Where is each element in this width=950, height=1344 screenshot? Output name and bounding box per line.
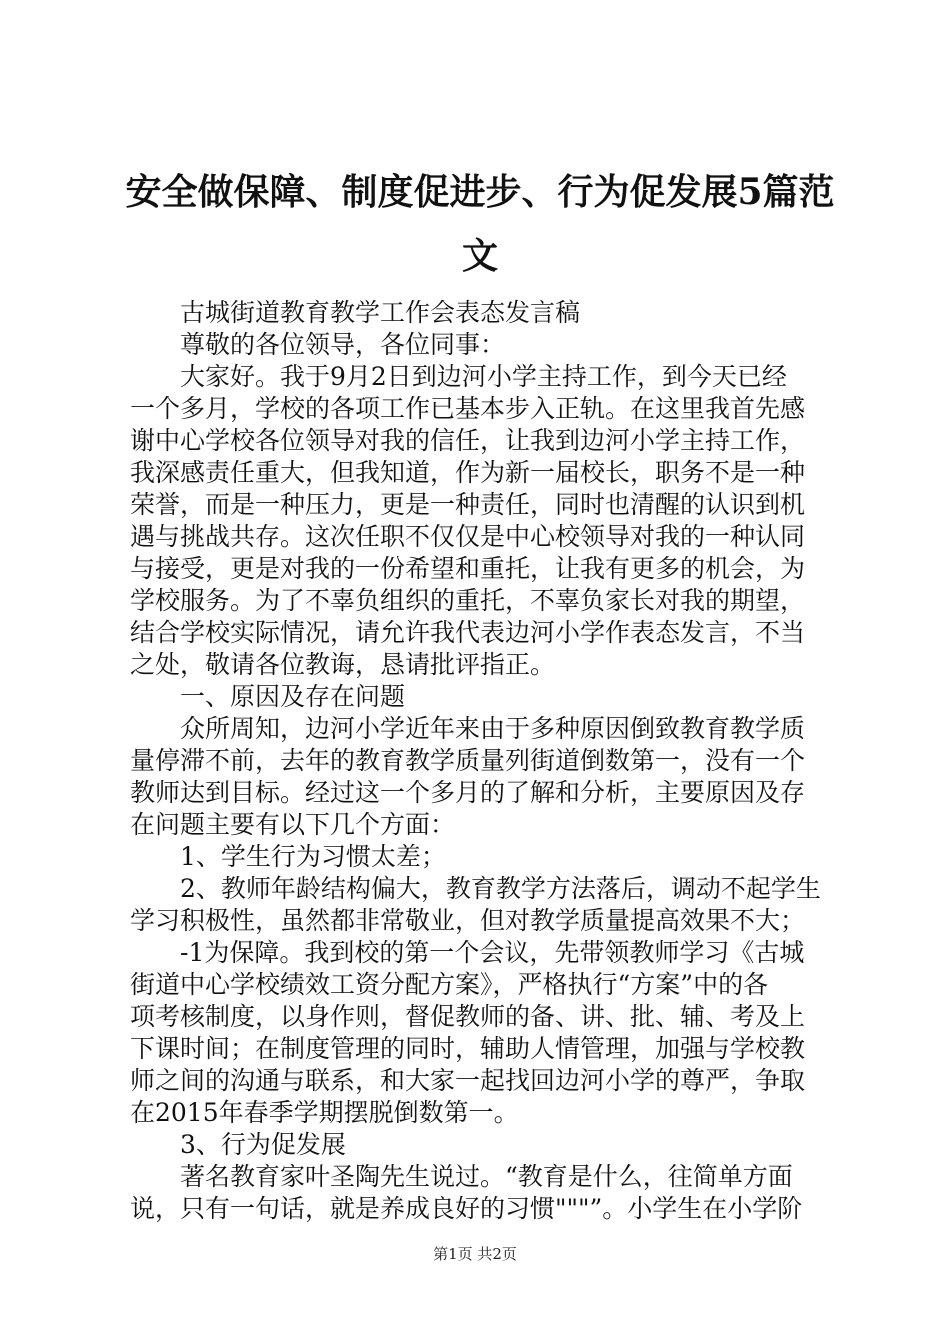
body-line: 在2015年春季学期摆脱倒数第一。 <box>130 1098 519 1127</box>
body-line: 荣誉，而是一种压力，更是一种责任，同时也清醒的认识到机 <box>130 490 806 519</box>
body-line: 与接受，更是对我的一份希望和重托，让我有更多的机会，为 <box>130 554 806 583</box>
body-line: 下课时间；在制度管理的同时，辅助人情管理，加强与学校教 <box>130 1034 806 1063</box>
body-line: 结合学校实际情况，请允许我代表边河小学作表态发言，不当 <box>130 618 806 647</box>
document-title <box>120 160 840 288</box>
body-line: 学习积极性，虽然都非常敬业，但对教学质量提高效果不大； <box>130 906 806 935</box>
list-item: 1、学生行为习惯太差； <box>180 842 446 871</box>
body-line: 一个多月，学校的各项工作已基本步入正轨。在这里我首先感 <box>130 394 806 423</box>
body-line: -1为保障。我到校的第一个会议，先带领教师学习《古城 <box>180 938 805 967</box>
body-line: 说，只有一句话，就是养成良好的习惯"""”。小学生在小学阶 <box>130 1194 803 1223</box>
body-line: 谢中心学校各位领导对我的信任，让我到边河小学主持工作， <box>130 426 806 455</box>
page-number-footer: 第1页 共2页 <box>433 1245 517 1263</box>
list-item: 2、教师年龄结构偏大，教育教学方法落后，调动不起学生 <box>180 874 821 903</box>
body-line: 著名教育家叶圣陶先生说过。“教育是什么，往简单方面 <box>180 1162 793 1191</box>
body-line: 项考核制度，以身作则，督促教师的备、讲、批、辅、考及上 <box>130 1002 806 1031</box>
title-line-1: 安全做保障、制度促进步、行为促发展5篇范 <box>125 171 835 213</box>
body-line: 在问题主要有以下几个方面： <box>130 810 456 839</box>
document-body <box>130 297 850 1225</box>
body-line: 尊敬的各位领导，各位同事： <box>180 330 506 359</box>
body-line: 师之间的沟通与联系，和大家一起找回边河小学的尊严，争取 <box>130 1066 806 1095</box>
body-line: 街道中心学校绩效工资分配方案》，严格执行“方案”中的各 <box>130 970 769 999</box>
body-line: 我深感责任重大，但我知道，作为新一届校长，职务不是一种 <box>130 458 806 487</box>
body-line: 教师达到目标。经过这一个多月的了解和分析，主要原因及存 <box>130 778 806 807</box>
body-line: 量停滞不前，去年的教育教学质量列街道倒数第一，没有一个 <box>130 746 806 775</box>
body-line: 大家好。我于9月2日到边河小学主持工作，到今天已经 <box>180 362 787 391</box>
title-line-2: 文 <box>461 235 498 277</box>
body-line: 学校服务。为了不辜负组织的重托，不辜负家长对我的期望， <box>130 586 806 615</box>
section-heading: 一、原因及存在问题 <box>180 682 406 711</box>
body-line: 众所周知，边河小学近年来由于多种原因倒致教育教学质 <box>180 714 806 743</box>
section-heading: 3、行为促发展 <box>180 1130 346 1159</box>
body-line: 之处，敬请各位教诲，恳请批评指正。 <box>130 650 556 679</box>
body-line: 遇与挑战共存。这次任职不仅仅是中心校领导对我的一种认同 <box>130 522 806 551</box>
body-line: 古城街道教育教学工作会表态发言稿 <box>180 298 581 327</box>
